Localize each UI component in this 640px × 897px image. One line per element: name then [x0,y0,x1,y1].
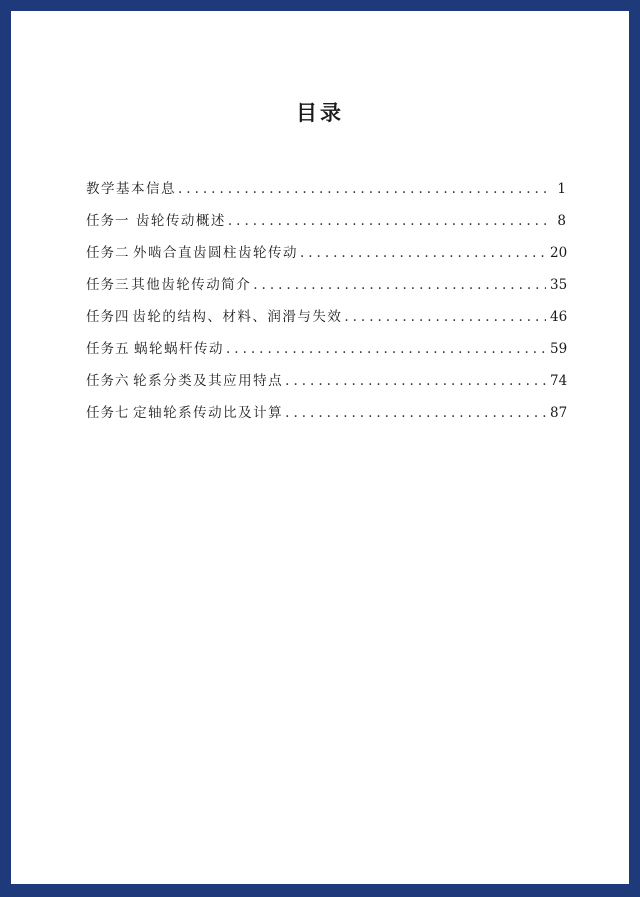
toc-entry-name: 齿轮传动概述 [135,213,226,229]
toc-entry[interactable] [86,273,566,305]
toc-entry-page: 1 [557,181,566,197]
toc-entry[interactable] [86,177,566,209]
toc-entry-name: 教学基本信息 [86,181,176,197]
toc-leader-dots [178,181,546,197]
toc-entry-page: 46 [550,309,568,325]
toc-entry-task: 任务一 [86,213,130,229]
toc-entry[interactable] [86,305,566,337]
toc-entry[interactable] [86,401,566,433]
toc-leader-dots [253,277,546,293]
toc-entry-task: 任务三 [86,277,130,293]
toc-entry-task: 任务二 [86,245,130,261]
toc-entry-task: 任务六 [86,373,130,389]
toc-entry[interactable] [86,337,566,369]
toc-title: 目录 [296,101,344,125]
toc-entry-name: 外啮合直齿圆柱齿轮传动 [132,245,298,261]
toc-entry-task: 任务五 [86,341,130,357]
toc-entry-page: 8 [557,213,566,229]
toc-entry-name: 其他齿轮传动简介 [131,277,252,293]
toc-leader-dots [344,309,546,325]
toc-leader-dots [285,373,546,389]
toc-entry-name: 轮系分类及其应用特点 [133,373,284,389]
toc-entry-page: 74 [550,373,568,389]
toc-leader-dots [226,341,546,357]
toc-leader-dots [285,405,546,421]
toc-entry-name: 定轴轮系传动比及计算 [133,405,284,421]
toc-entry-name: 齿轮的结构、材料、润滑与失效 [132,309,343,325]
toc-entry-page: 59 [550,341,568,357]
toc-entry-page: 87 [550,405,568,421]
toc-entry[interactable] [86,369,566,401]
toc-entry-name: 蜗轮蜗杆传动 [134,341,224,357]
toc-entry[interactable] [86,241,566,273]
toc-leader-dots [228,213,546,229]
toc-entry[interactable] [86,209,566,241]
toc-entry-task: 任务七 [86,405,130,421]
toc-entry-task: 任务四 [86,309,130,325]
table-of-contents [86,177,566,433]
document-page [11,11,629,884]
toc-entry-page: 20 [550,245,568,261]
toc-leader-dots [300,245,546,261]
toc-entry-page: 35 [550,277,568,293]
